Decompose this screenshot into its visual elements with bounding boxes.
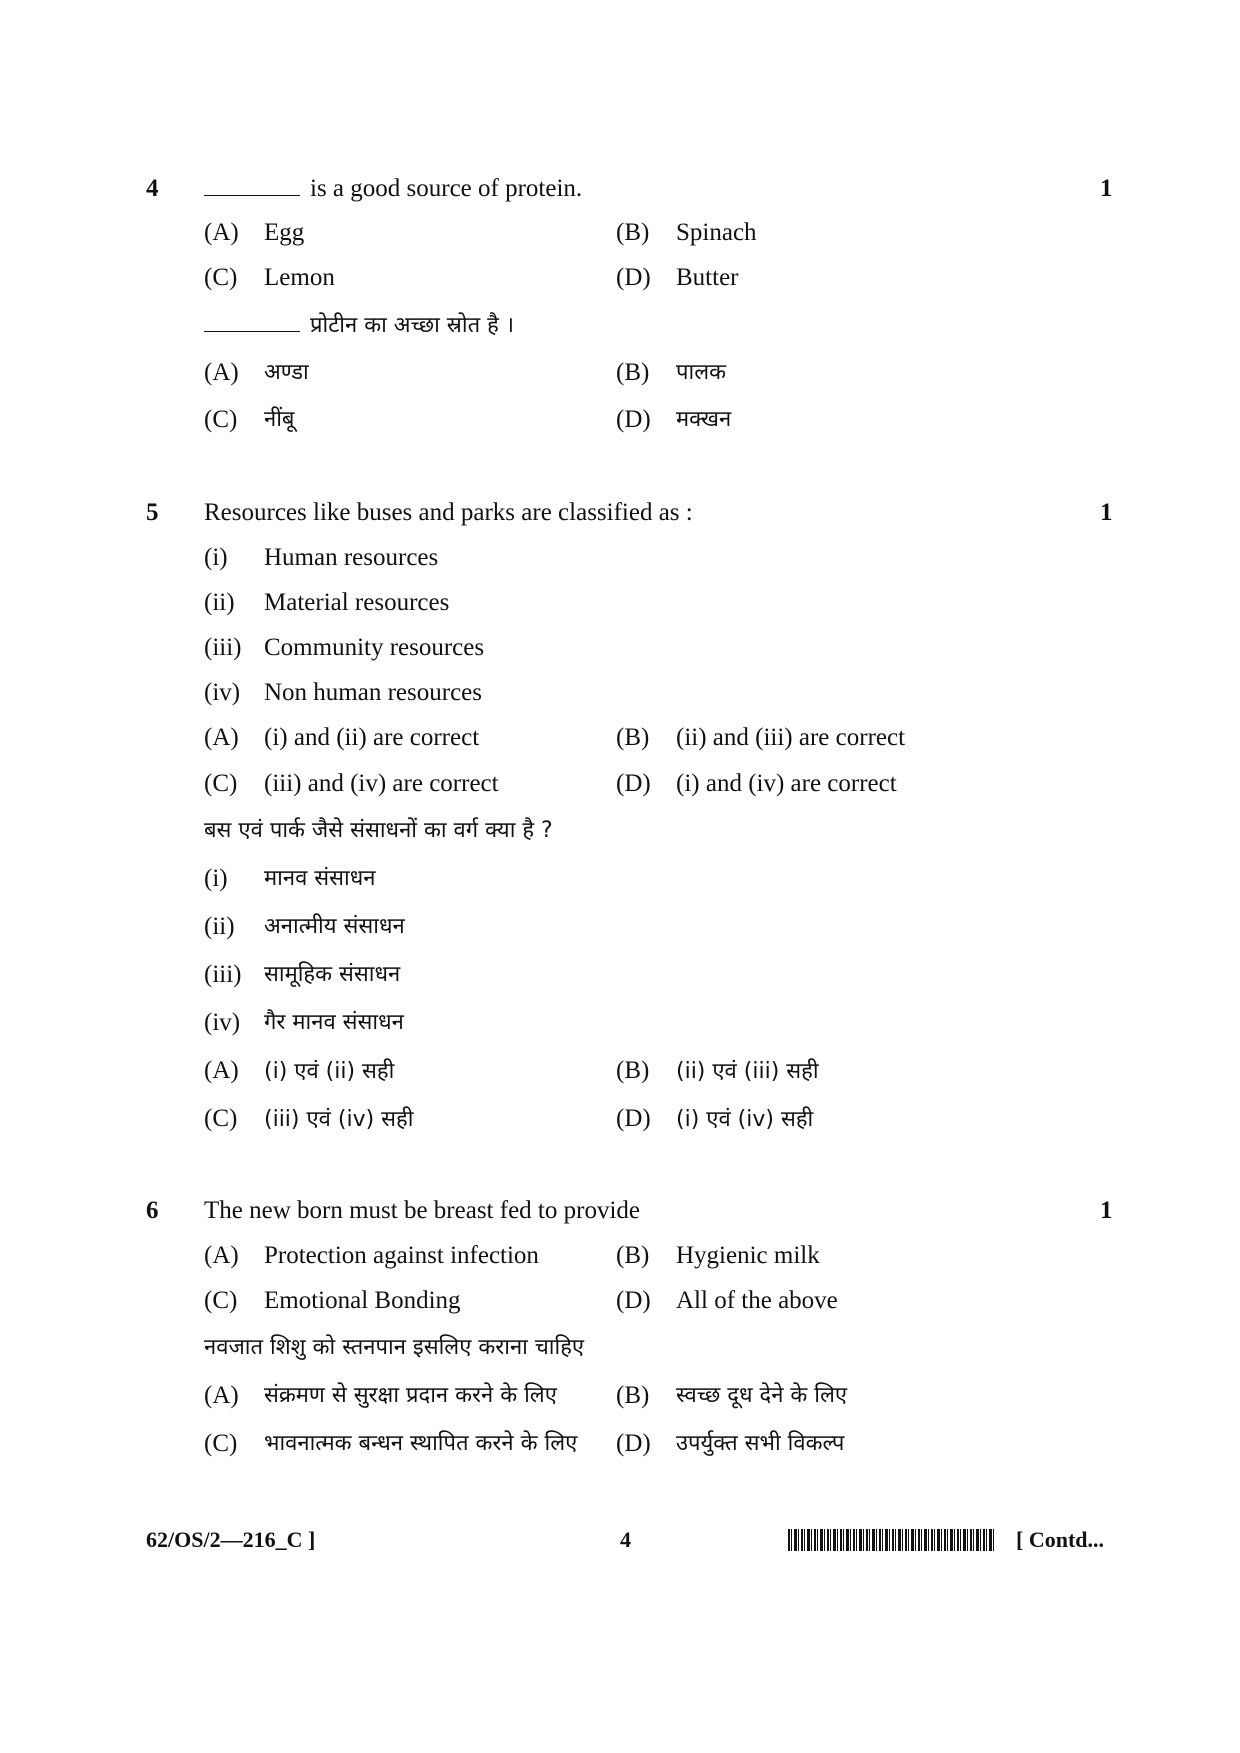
question-5-marks: 1 [1100, 499, 1113, 526]
q5-item-ii-text: Material resources [264, 589, 450, 616]
q5-option-c-text: (iii) and (iv) are correct [264, 770, 499, 797]
q4-hindi-option-c-label: (C) [204, 406, 238, 433]
q5-hindi-option-c-text [264, 1104, 413, 1135]
q4-hindi-option-b-label: (B) [616, 359, 650, 386]
question-4-marks: 1 [1100, 175, 1113, 202]
question-5-stem-hindi: बस एवं पार्क जैसे संसाधनों का वर्ग क्या है ? [204, 818, 553, 843]
q5-item-iii-label: (iii) [204, 634, 242, 661]
q6-option-b-label: (B) [616, 1242, 650, 1269]
q4-option-d-text: Butter [676, 264, 739, 291]
q6-hindi-option-b-label: (B) [616, 1382, 650, 1409]
q4-hindi-option-d-label: (D) [616, 406, 651, 433]
q4-option-c-label: (C) [204, 264, 238, 291]
q5-option-d-label: (D) [616, 770, 651, 797]
q5-hindi-option-c-label: (C) [204, 1105, 238, 1132]
q5-hindi-item-ii-text: अनात्मीय संसाधन [264, 914, 405, 939]
q5-hindi-item-ii-label: (ii) [204, 913, 235, 940]
q5-hindi-option-d-text [676, 1104, 813, 1135]
q5-hindi-option-a-value: (i) एवं (ii) सही [264, 1059, 395, 1084]
q6-hindi-option-c-text: भावनात्मक बन्धन स्थापित करने के लिए [264, 1431, 578, 1456]
q5-item-i-text: Human resources [264, 544, 439, 571]
q4-option-c-text: Lemon [264, 264, 335, 291]
q6-hindi-option-b-text: स्वच्छ दूध देने के लिए [676, 1383, 848, 1408]
q4-option-a-text: Egg [264, 219, 305, 246]
question-4-stem-hindi-text: प्रोटीन का अच्छा स्रोत है । [310, 313, 515, 338]
q6-option-b-text: Hygienic milk [676, 1242, 820, 1269]
q5-hindi-option-a-label: (A) [204, 1057, 239, 1084]
question-5-number: 5 [146, 499, 159, 526]
q6-option-a-text: Protection against infection [264, 1242, 539, 1269]
q5-hindi-item-iv-label: (iv) [204, 1009, 241, 1036]
fill-blank [204, 175, 300, 196]
q6-option-d-label: (D) [616, 1287, 651, 1314]
page-number: 4 [620, 1527, 631, 1552]
q5-hindi-option-b-label: (B) [616, 1057, 650, 1084]
q5-hindi-option-a-text [264, 1056, 394, 1087]
q6-option-d-text: All of the above [676, 1287, 838, 1314]
q5-hindi-item-iv-text: गैर मानव संसाधन [264, 1010, 404, 1035]
q4-hindi-option-a-label: (A) [204, 359, 239, 386]
barcode [788, 1529, 994, 1551]
q6-option-a-label: (A) [204, 1242, 239, 1269]
q6-option-c-text: Emotional Bonding [264, 1287, 461, 1314]
q5-item-iv-text: Non human resources [264, 679, 482, 706]
q4-hindi-option-c-text: नींबू [264, 407, 295, 432]
continued-label: [ Contd... [1016, 1527, 1105, 1552]
q5-hindi-option-d-value: (i) एवं (iv) सही [676, 1107, 814, 1132]
question-4-number: 4 [146, 175, 159, 202]
q5-item-i-label: (i) [204, 544, 228, 571]
q5-option-a-label: (A) [204, 724, 239, 751]
q4-hindi-option-b-text: पालक [676, 360, 727, 385]
q5-hindi-option-b-text [676, 1056, 819, 1087]
q5-hindi-item-iii-text: सामूहिक संसाधन [264, 962, 401, 987]
paper-code: 62/OS/2—216_C ] [146, 1527, 316, 1552]
q5-option-d-text: (i) and (iv) are correct [676, 770, 897, 797]
q5-hindi-option-b-value: (ii) एवं (iii) सही [676, 1059, 819, 1084]
q5-option-c-label: (C) [204, 770, 238, 797]
q6-hindi-option-d-label: (D) [616, 1430, 651, 1457]
q5-option-b-label: (B) [616, 724, 650, 751]
question-4-stem [204, 174, 582, 204]
question-4-stem-hindi [204, 310, 514, 341]
q6-hindi-option-d-text: उपर्युक्त सभी विकल्प [676, 1431, 845, 1456]
q6-hindi-option-c-label: (C) [204, 1430, 238, 1457]
q4-option-a-label: (A) [204, 219, 239, 246]
q6-hindi-option-a-text: संक्रमण से सुरक्षा प्रदान करने के लिए [264, 1383, 557, 1408]
q6-option-c-label: (C) [204, 1287, 238, 1314]
q5-hindi-item-i-text: मानव संसाधन [264, 866, 376, 891]
q4-option-b-text: Spinach [676, 219, 757, 246]
q5-item-iii-text: Community resources [264, 634, 485, 661]
q5-option-b-text: (ii) and (iii) are correct [676, 724, 906, 751]
question-4-stem-text: is a good source of protein. [310, 175, 583, 202]
q4-hindi-option-a-text: अण्डा [264, 360, 309, 385]
q5-hindi-option-d-label: (D) [616, 1105, 651, 1132]
q5-option-a-text: (i) and (ii) are correct [264, 724, 480, 751]
q5-hindi-item-iii-label: (iii) [204, 961, 242, 988]
q5-hindi-option-c-value: (iii) एवं (iv) सही [264, 1107, 414, 1132]
question-6-marks: 1 [1100, 1197, 1113, 1224]
q5-item-ii-label: (ii) [204, 589, 235, 616]
q5-hindi-item-i-label: (i) [204, 865, 228, 892]
fill-blank-hindi [204, 311, 300, 332]
q5-item-iv-label: (iv) [204, 679, 241, 706]
question-6-stem: The new born must be breast fed to provide [204, 1197, 640, 1224]
question-6-number: 6 [146, 1197, 159, 1224]
q6-hindi-option-a-label: (A) [204, 1382, 239, 1409]
question-6-stem-hindi: नवजात शिशु को स्तनपान इसलिए कराना चाहिए [204, 1335, 585, 1360]
q4-hindi-option-d-text: मक्खन [676, 407, 732, 432]
question-5-stem: Resources like buses and parks are classified as : [204, 499, 693, 526]
q4-option-d-label: (D) [616, 264, 651, 291]
q4-option-b-label: (B) [616, 219, 650, 246]
